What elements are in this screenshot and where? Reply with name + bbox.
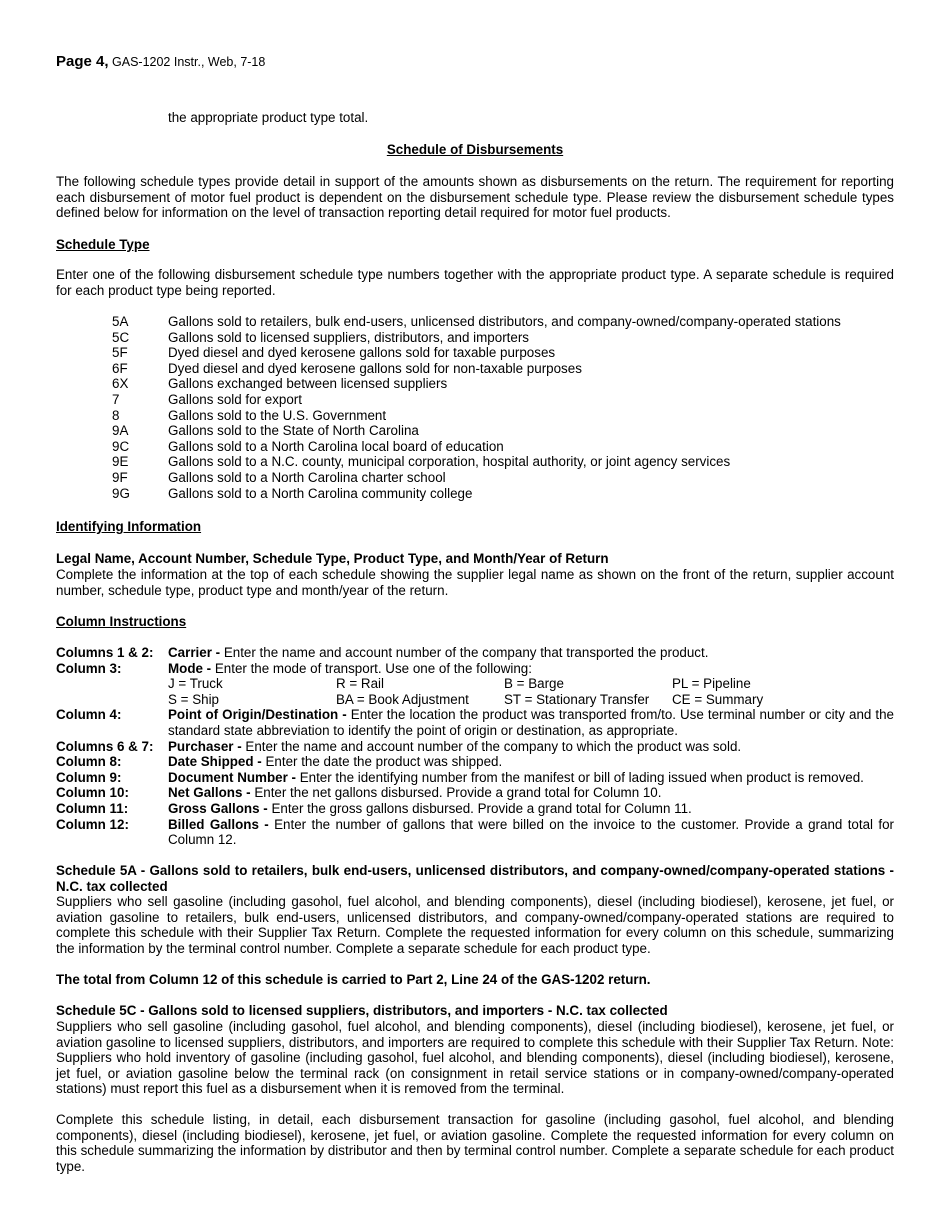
column-row: Column 11: Gross Gallons - Enter the gross gallons disbursed. Provide a grand total for Column 11. — [56, 800, 692, 816]
schedule-type-list — [112, 314, 841, 501]
schedule-5a-heading: Schedule 5A - Gallons sold to retailers, bulk end-users, unlicensed distributors, and company-owned/company-operated stations - N.C. tax collected — [56, 863, 894, 894]
list-item: 5A Gallons sold to retailers, bulk end-users, unlicensed distributors, and company-owned/company-operated stations — [112, 314, 841, 329]
column-row: Columns 6 & 7: Purchaser - Enter the name and account number of the company to which the product was sold. — [56, 738, 742, 754]
list-item: 9E Gallons sold to a N.C. county, municipal corporation, hospital authority, or joint agency services — [112, 454, 731, 470]
form-id: GAS-1202 Instr., Web, 7-18 — [112, 55, 266, 69]
list-item: 6X Gallons exchanged between licensed suppliers — [112, 376, 448, 392]
column-row: Column 4: Point of Origin/Destination - Enter the location the product was transported from/to. Use terminal number or city and the standard state abbreviation to identify the point of origin or destination, as appropriate. — [56, 707, 894, 738]
identifying-heading: Identifying Information — [56, 519, 202, 534]
column-row: Columns 1 & 2: Carrier - Enter the name and account number of the company that transported the product. — [56, 645, 709, 660]
list-item: 9A Gallons sold to the State of North Carolina — [112, 423, 419, 439]
column-instructions-list — [56, 645, 894, 848]
list-item: 5C Gallons sold to licensed suppliers, distributors, and importers — [112, 329, 529, 345]
schedule-5c-text: Suppliers who sell gasoline (including gasohol, fuel alcohol, and blending components), diesel (including biodiesel), kerosene, jet fuel, or aviation gasoline to licensed suppliers, distributors, and importers are required to complete this schedule with their Supplier Tax Return. Note: Suppliers who hold inventory of gasoline (including gasohol, fuel alcohol, and blending components), diesel (including biodiesel), kerosene, jet fuel, or aviation gasoline below the terminal rack (on consignment in retail service stations or in company-owned/company-operated stations) must report this fuel as a disbursement when it is removed from the terminal. — [56, 1019, 894, 1097]
column-row: Column 8: Date Shipped - Enter the date the product was shipped. — [56, 754, 503, 770]
column-row: Column 12: Billed Gallons - Enter the number of gallons that were billed on the invoice to the customer. Provide a grand total for Column 12. — [56, 816, 895, 848]
identifying-subheading: Legal Name, Account Number, Schedule Type, Product Type, and Month/Year of Return — [56, 551, 609, 566]
schedule-5c-text-2: Complete this schedule listing, in detail, each disbursement transaction for gasoline (including gasohol, fuel alcohol, and blending components), diesel (including biodiesel), kerosene, jet fuel, or aviation gasoline. Complete the requested information for every column on this schedule summarizing the information by distributor and then by terminal control number. Complete a separate schedule for each product type. — [56, 1112, 894, 1174]
schedule-5a-text: Suppliers who sell gasoline (including gasohol, fuel alcohol, and blending components), diesel (including biodiesel), kerosene, jet fuel, or aviation gasoline to retailers, bulk end-users, unlicensed distributors, and company-owned/company-operated stations are required to complete this schedule with their Supplier Tax Return. Complete the requested information for every column on this schedule, summarizing the information by the terminal control number. Complete a separate schedule for each product type. — [56, 894, 894, 956]
schedule-type-heading: Schedule Type — [56, 237, 150, 252]
column-row: Column 9: Document Number - Enter the identifying number from the manifest or bill of lading issued when product is removed. — [56, 769, 864, 785]
list-item: 9C Gallons sold to a North Carolina local board of education — [112, 438, 504, 454]
transport-modes: J = Truck R = Rail B = Barge PL = Pipeline S = Ship BA = Book Adjustment ST = Stationary Transfer CE = Summary — [168, 676, 764, 707]
section-title: Schedule of Disbursements — [386, 142, 564, 157]
page-header — [56, 54, 265, 71]
list-item: 8 Gallons sold to the U.S. Government — [112, 407, 387, 423]
identifying-text: Complete the information at the top of each schedule showing the supplier legal name as shown on the front of the return, supplier account number, schedule type, product type and month/year of the return. — [56, 567, 894, 598]
list-item: 5F Dyed diesel and dyed kerosene gallons sold for taxable purposes — [112, 345, 556, 361]
column-row: Column 3: Mode - Enter the mode of transport. Use one of the following: J = Truck R = Rail B = Barge PL = Pipeline S = Ship BA = Book Adjustment ST = Stationary Transfer CE = Summary — [56, 661, 894, 708]
list-item: 9F Gallons sold to a North Carolina charter school — [112, 469, 446, 485]
intro-paragraph: The following schedule types provide detail in support of the amounts shown as disbursements on the return. The requirement for reporting each disbursement of motor fuel product is dependent on the disbursement schedule type. Please review the disbursement schedule types defined below for information on the level of transaction reporting detail required for motor fuel products. — [56, 174, 894, 221]
schedule-5a-note: The total from Column 12 of this schedule is carried to Part 2, Line 24 of the GAS-1202 return. — [56, 972, 651, 987]
list-item: 9G Gallons sold to a North Carolina community college — [112, 485, 473, 501]
page-number: Page 4, — [56, 53, 109, 70]
schedule-5c-heading: Schedule 5C - Gallons sold to licensed suppliers, distributors, and importers - N.C. tax collected — [56, 1003, 668, 1018]
schedule-type-text: Enter one of the following disbursement schedule type numbers together with the appropriate product type. A separate schedule is required for each product type being reported. — [56, 267, 894, 298]
list-item: 7 Gallons sold for export — [112, 391, 302, 407]
column-row: Column 10: Net Gallons - Enter the net gallons disbursed. Provide a grand total for Column 10. — [56, 785, 662, 801]
continued-text: the appropriate product type total. — [168, 110, 369, 125]
list-item: 6F Dyed diesel and dyed kerosene gallons sold for non-taxable purposes — [112, 360, 582, 376]
column-instructions-heading: Column Instructions — [56, 614, 187, 629]
